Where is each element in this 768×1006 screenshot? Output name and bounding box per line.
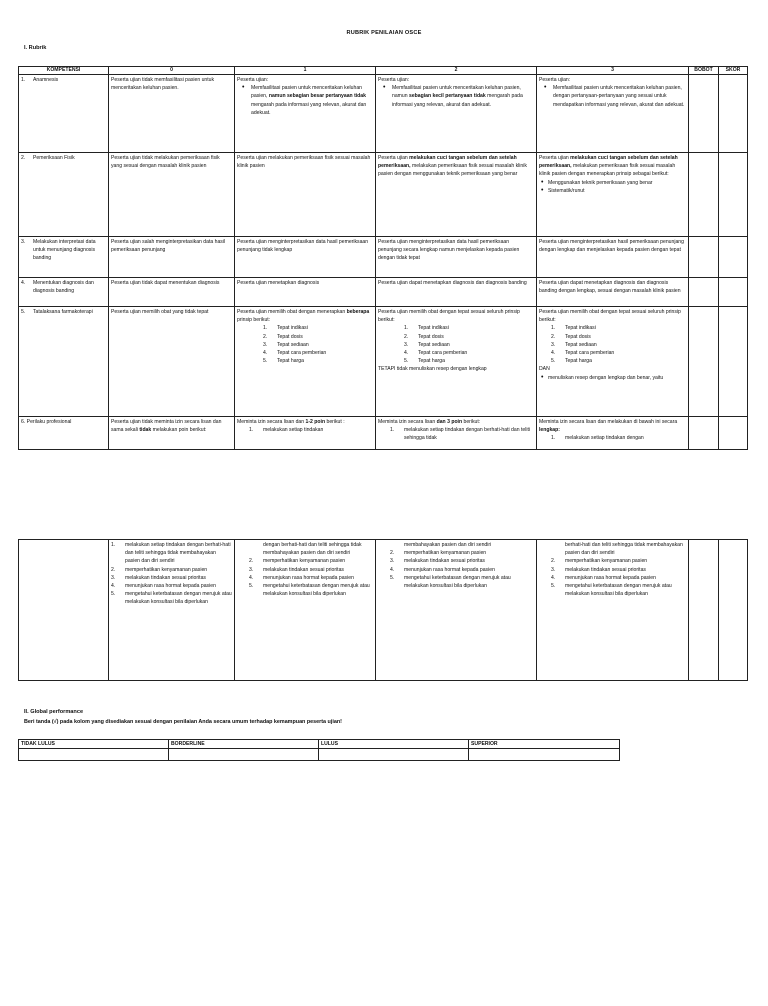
list-item: 5. mengetahui keterbatasan dengan merujuk atau melakukan konsultasi bila diperlukan bbox=[249, 583, 370, 598]
row-perilaku-continued bbox=[19, 540, 748, 681]
list-item: 3. Tepat sediaan bbox=[551, 341, 597, 348]
tidak-lulus-check-cell[interactable] bbox=[19, 749, 169, 761]
list-item: 5. mengetahui keterbatasan dengan merujuk atau melakukan konsultasi bila diperlukan bbox=[551, 583, 672, 598]
farmako-score-3: Peserta ujian memilih obat dengan tepat sesuai seluruh prinsip berikut: 1. Tepat indikasi 2. Tepat dosis 3. Tepat sediaan 4. Tepat cara pemberian 5. Tepat harga DAN • menuliskan resep dengan lengkap dan benar, yaitu bbox=[537, 307, 689, 417]
competency-label: Menentukan diagnosis dan diagnosis banding bbox=[33, 280, 94, 295]
skor-cell[interactable] bbox=[719, 417, 748, 450]
section-rubrik-heading: I. Rubrik bbox=[24, 45, 47, 51]
document-title: RUBRIK PENILAIAN OSCE bbox=[346, 30, 422, 36]
pemeriksaan-score-3: Peserta ujian melakukan cuci tangan sebelum dan setelah pemeriksaan, melakukan pemeriksaan fisik sesuai masalah klinik pasien dengan menerapkan prinsip sebagai berikut: • Menggunakan teknik pemeriksaan yang benar • Sistematik/runut bbox=[537, 153, 689, 237]
anamnesis-score-0: Peserta ujian tidak memfasilitasi pasien untuk menceritakan keluhan pasien. bbox=[109, 75, 235, 153]
list-item: 3. melakukan tindakan sesuai prioritas bbox=[551, 566, 646, 573]
bullet-item: • menuliskan resep dengan lengkap dan benar, yaitu bbox=[548, 374, 686, 382]
bullet-item: • Memfasilitasi pasien untuk menceritakan keluhan pasien, dengan pertanyaan-pertanyaan yang sesuai untuk mendapatkan informasi yang relevan, akurat dan adekuat. bbox=[553, 84, 686, 109]
list-item: 5. Tepat harga bbox=[551, 358, 592, 365]
continued-text: membahayakan pasien dan diri sendiri bbox=[404, 542, 492, 548]
list-item: 4. menunjukan rasa hormat kepada pasien bbox=[111, 583, 216, 590]
row-diagnosis bbox=[19, 278, 748, 307]
cell-intro: Peserta ujian: bbox=[378, 77, 410, 83]
bobot-cell[interactable] bbox=[689, 417, 719, 450]
farmako-score-2: Peserta ujian memilih obat dengan tepat sesuai seluruh prinsip berikut: 1. Tepat indikasi 2. Tepat dosis 3. Tepat sediaan 4. Tepat cara pemberian 5. Tepat harga TETAPI tidak menuliskan resep dengan lengkap bbox=[376, 307, 537, 417]
anamnesis-score-1 bbox=[235, 75, 376, 153]
list-item: 2. Tepat dosis bbox=[263, 333, 303, 340]
anamnesis-score-3 bbox=[537, 75, 689, 153]
list-item: 4. menunjukan rasa hormat kepada pasien bbox=[390, 566, 495, 573]
rubric-table bbox=[18, 66, 748, 450]
list-item: 5. mengetahui keterbatasan dengan merujuk atau melakukan konsultasi bila diperlukan bbox=[111, 591, 232, 606]
interpretasi-score-1: Peserta ujian menginterpretasikan data hasil pemeriksaan penunjang tidak lengkap bbox=[235, 237, 376, 278]
row-anamnesis bbox=[19, 75, 748, 153]
list-item: 4. Tepat cara pemberian bbox=[263, 350, 327, 357]
competency-label: Melakukan interpretasi data untuk menunjang diagnosis banding bbox=[33, 239, 96, 262]
row-pemeriksaan-fisik bbox=[19, 153, 748, 237]
list-item: 1. melakukan setiap tindakan dengan berhati-hati dan teliti sehingga tidak membahayakan pasien dan diri sendiri bbox=[111, 542, 231, 565]
list-item: 3. Tepat sediaan bbox=[263, 341, 309, 348]
farmako-score-0: Peserta ujian memilih obat yang tidak tepat bbox=[109, 307, 235, 417]
list-item: 4. menunjukan rasa hormat kepada pasien bbox=[249, 574, 354, 581]
global-tidak-lulus: TIDAK LULUS bbox=[19, 740, 169, 749]
list-item: 2. memperhatikan kenyamanan pasien bbox=[390, 550, 487, 557]
list-item: 3. melakukan tindakan sesuai prioritas bbox=[111, 574, 206, 581]
competency-label: Tatalaksana farmakoterapi bbox=[33, 309, 93, 315]
perilaku-score-1: Meminta izin secara lisan dan 1-2 poin berikut : 1. melakukan setiap tindakan bbox=[235, 417, 376, 450]
skor-cell[interactable] bbox=[719, 75, 748, 153]
competency-label: Anamnesis bbox=[33, 77, 59, 83]
list-item: 2. Tepat dosis bbox=[404, 333, 444, 340]
header-score-3: 3 bbox=[537, 67, 689, 75]
competency-label: 6. Perilaku profesional bbox=[19, 417, 109, 450]
bobot-cell[interactable] bbox=[689, 237, 719, 278]
competency-cell-empty bbox=[19, 540, 109, 681]
anamnesis-score-2 bbox=[376, 75, 537, 153]
global-header-row bbox=[19, 740, 620, 749]
skor-cell[interactable] bbox=[719, 153, 748, 237]
pemeriksaan-score-1: Peserta ujian melakukan pemeriksaan fisik sesuai masalah klinik pasien bbox=[235, 153, 376, 237]
skor-cell[interactable] bbox=[719, 278, 748, 307]
perilaku-score-0: Peserta ujian tidak meminta izin secara lisan dan sama sekali tidak melakukan poin berikut: bbox=[109, 417, 235, 450]
header-skor: SKOR bbox=[719, 67, 748, 75]
perilaku-cont-score-1 bbox=[235, 540, 376, 681]
list-item: 3. melakukan tindakan sesuai prioritas bbox=[249, 566, 344, 573]
section-global-heading: II. Global performance bbox=[24, 709, 84, 715]
list-item: 3. melakukan tindakan sesuai prioritas bbox=[390, 558, 485, 565]
row-number: 4. bbox=[21, 280, 26, 286]
row-perilaku-profesional bbox=[19, 417, 748, 450]
diagnosis-score-2: Peserta ujian dapat menetapkan diagnosis dan diagnosis banding bbox=[376, 278, 537, 307]
global-lulus: LULUS bbox=[319, 740, 469, 749]
list-item: 1. melakukan setiap tindakan dengan berhati-hati dan teliti sehingga tidak bbox=[390, 427, 531, 442]
rubric-table-continued bbox=[18, 539, 748, 681]
list-item: 2. memperhatikan kenyamanan pasien bbox=[111, 566, 208, 573]
list-item: 5. mengetahui keterbatasan dengan merujuk atau melakukan konsultasi bila diperlukan bbox=[390, 574, 511, 590]
bullet-item: • Menggunakan teknik pemeriksaan yang benar bbox=[548, 179, 686, 187]
row-number: 5. bbox=[21, 309, 26, 315]
list-item: 1. Tepat indikasi bbox=[404, 325, 449, 332]
global-superior: SUPERIOR bbox=[469, 740, 620, 749]
row-number: 1. bbox=[21, 77, 26, 83]
perilaku-cont-score-3 bbox=[537, 540, 689, 681]
farmako-score-1: Peserta ujian memilih obat dengan menerapkan beberapa prinsip berikut: 1. Tepat indikasi 2. Tepat dosis 3. Tepat sediaan 4. Tepat cara pemberian 5. Tepat harga bbox=[235, 307, 376, 417]
perilaku-score-3: Meminta izin secara lisan dan melakukan di bawah ini secara lengkap: 1. melakukan setiap tindakan dengan bbox=[537, 417, 689, 450]
row-number: 3. bbox=[21, 239, 26, 245]
skor-cell[interactable] bbox=[719, 307, 748, 417]
continued-text: dengan berhati-hati dan teliti sehingga tidak membahayakan pasien dan diri sendiri bbox=[263, 542, 362, 557]
continued-text: berhati-hati dan teliti sehingga tidak membahayakan pasien dan diri sendiri bbox=[565, 542, 683, 557]
list-item: 2. memperhatikan kenyamanan pasien bbox=[551, 558, 648, 565]
bullet-item: • Memfasilitasi pasien untuk menceritakan keluhan pasien, namun sebagian kecil pertanyaan tidak mengarah pada informasi yang relevan, akurat dan adekuat. bbox=[392, 84, 534, 109]
header-score-0: 0 bbox=[109, 67, 235, 75]
header-score-1: 1 bbox=[235, 67, 376, 75]
list-item: 3. Tepat sediaan bbox=[404, 341, 450, 348]
list-item: 2. Tepat dosis bbox=[551, 333, 591, 340]
skor-cell[interactable] bbox=[719, 237, 748, 278]
perilaku-cont-score-0 bbox=[109, 540, 235, 681]
instruction-text: Beri tanda (√) pada kolom yang disediakan sesuai dengan penilaian Anda secara umum terhadap kemampuan peserta ujian! bbox=[24, 719, 342, 725]
bobot-cell[interactable] bbox=[689, 153, 719, 237]
list-item: 4. Tepat cara pemberian bbox=[551, 350, 615, 357]
pemeriksaan-score-2: Peserta ujian melakukan cuci tangan sebelum dan setelah pemeriksaan, melakukan pemeriksaan fisik sesuai masalah klinik pasien dengan menggunakan teknik pemeriksaan yang benar bbox=[376, 153, 537, 237]
global-performance-table bbox=[18, 739, 620, 761]
bullet-item: • Sistematik/runut bbox=[548, 187, 686, 195]
bobot-cell[interactable] bbox=[689, 307, 719, 417]
list-item: 5. Tepat harga bbox=[404, 358, 445, 365]
bobot-cell[interactable] bbox=[689, 278, 719, 307]
row-interpretasi bbox=[19, 237, 748, 278]
global-borderline: BORDERLINE bbox=[169, 740, 319, 749]
diagnosis-score-0: Peserta ujian tidak dapat menentukan diagnosis bbox=[109, 278, 235, 307]
cell-intro: Peserta ujian: bbox=[539, 77, 571, 83]
header-bobot: BOBOT bbox=[689, 67, 719, 75]
interpretasi-score-2: Peserta ujian menginterpretasikan data hasil pemeriksaan penunjang secara lengkap namun menjelaskan kepada pasien dengan tidak tepat bbox=[376, 237, 537, 278]
borderline-check-cell[interactable] bbox=[169, 749, 319, 761]
bobot-cell[interactable] bbox=[689, 75, 719, 153]
row-number: 2. bbox=[21, 155, 26, 161]
lulus-check-cell[interactable] bbox=[319, 749, 469, 761]
bullet-item: • Memfasilitasi pasien untuk menceritakan keluhan pasien, namun sebagian besar pertanyaan tidak mengarah pada informasi yang relevan, akurat dan adekuat. bbox=[251, 84, 373, 117]
interpretasi-score-3: Peserta ujian menginterpretasikan hasil pemeriksaan penunjang dengan lengkap dan menjelaskan kepada pasien dengan tepat bbox=[537, 237, 689, 278]
list-item: 4. Tepat cara pemberian bbox=[404, 350, 468, 357]
superior-check-cell[interactable] bbox=[469, 749, 620, 761]
global-checkbox-row bbox=[19, 749, 620, 761]
list-item: 1. Tepat indikasi bbox=[551, 325, 596, 332]
skor-cell[interactable] bbox=[719, 540, 748, 681]
list-item: 5. Tepat harga bbox=[263, 358, 304, 365]
list-item: 1. melakukan setiap tindakan dengan bbox=[551, 435, 644, 442]
list-item: 2. memperhatikan kenyamanan pasien bbox=[249, 558, 346, 565]
list-item: 4. menunjukan rasa hormat kepada pasien bbox=[551, 574, 656, 581]
interpretasi-score-0: Peserta ujian salah menginterpretasikan data hasil pemeriksaan penunjang bbox=[109, 237, 235, 278]
header-kompetensi: KOMPETENSI bbox=[19, 67, 109, 75]
diagnosis-score-3: Peserta ujian dapat menetapkan diagnosis dan diagnosis banding dengan lengkap, sesuai dengan masalah klinik pasien bbox=[537, 278, 689, 307]
list-item: 1. melakukan setiap tindakan bbox=[249, 427, 324, 434]
diagnosis-score-1: Peserta ujian menetapkan diagnosis bbox=[235, 278, 376, 307]
cell-note: TETAPI tidak menuliskan resep dengan lengkap bbox=[378, 366, 487, 373]
rubric-header-row bbox=[19, 67, 748, 75]
header-score-2: 2 bbox=[376, 67, 537, 75]
list-item: 1. Tepat indikasi bbox=[263, 325, 308, 332]
pemeriksaan-score-0: Peserta ujian tidak melakukan pemeriksaan fisik yang sesuai dengan masalah klinik pasien bbox=[109, 153, 235, 237]
perilaku-cont-score-2 bbox=[376, 540, 537, 681]
row-farmakoterapi bbox=[19, 307, 748, 417]
cell-note: DAN bbox=[539, 366, 550, 373]
perilaku-score-2: Meminta izin secara lisan dan 3 poin berikut: 1. melakukan setiap tindakan dengan berhati-hati dan teliti sehingga tidak bbox=[376, 417, 537, 450]
competency-label: Pemeriksaan Fisik bbox=[33, 155, 75, 161]
cell-intro: Peserta ujian: bbox=[237, 77, 269, 83]
bobot-cell[interactable] bbox=[689, 540, 719, 681]
